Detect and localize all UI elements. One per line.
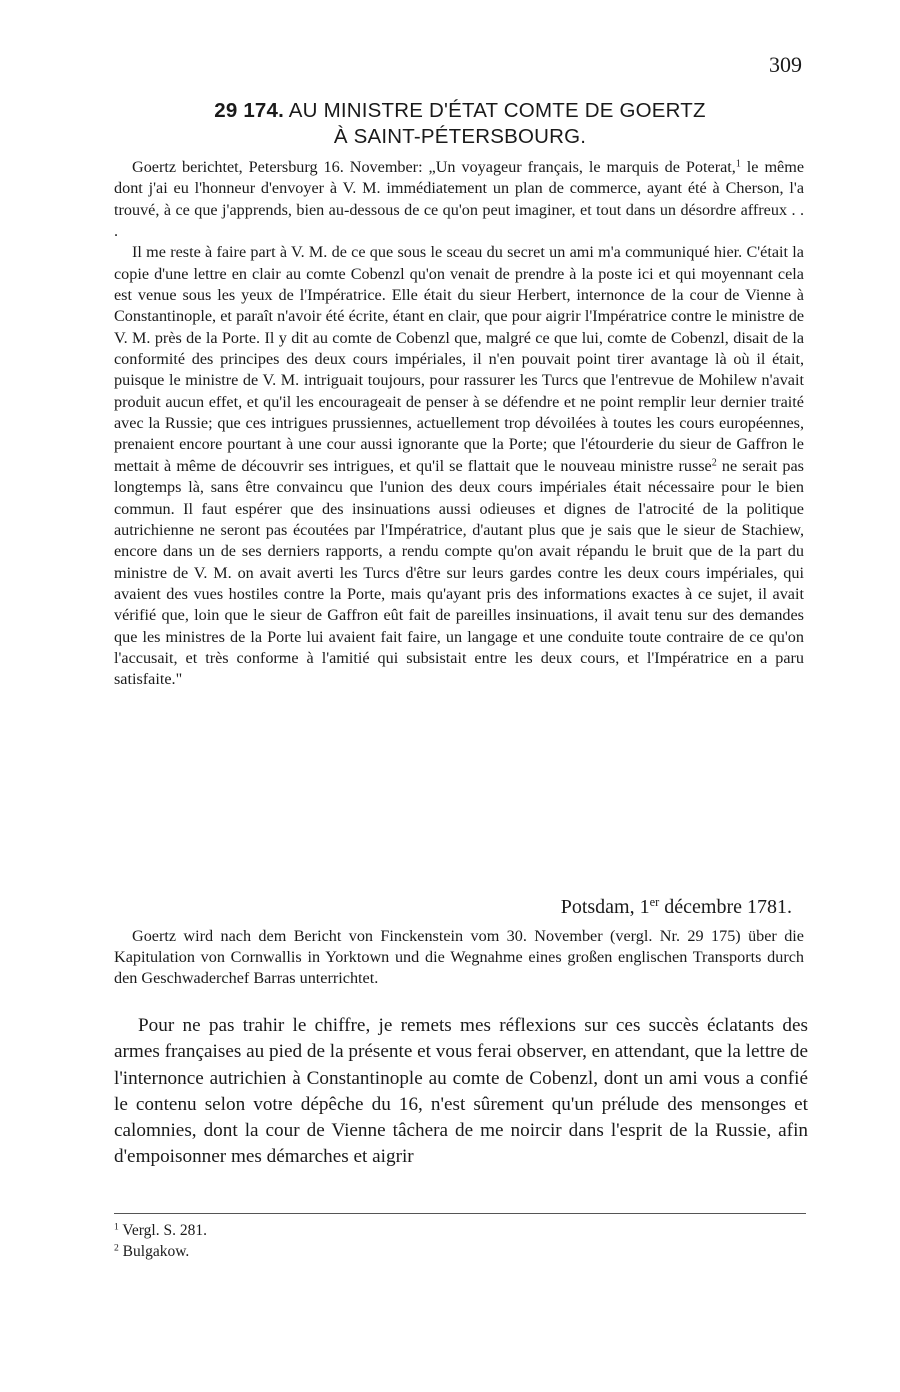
heading-line-1	[115, 98, 805, 124]
report-paragraph-1	[114, 157, 804, 242]
footnote-divider	[114, 1213, 806, 1214]
page-number: 309	[769, 52, 802, 77]
footnote-text: Vergl. S. 281.	[122, 1222, 207, 1239]
editorial-summary: Goertz wird nach dem Bericht von Finckenstein vom 30. November (vergl. Nr. 29 175) über die Kapitulation von Cornwallis in Yorktown und die Wegnahme eines großen englischen Transports durch den Geschwaderchef Barras unterrichtet.	[114, 927, 804, 987]
dateline	[114, 896, 792, 919]
report-summary	[114, 157, 804, 691]
heading-line-2: À SAINT-PÉTERSBOURG.	[333, 125, 587, 148]
report-text-1b: le même dont j'ai eu l'honneur d'envoyer à V. M. immédiatement un plan de commerce, ayant été à Cherson, l'a trouvé, à ce que j'apprends, bien au-dessous de ce qu'on peut imaginer, et tout dans un désordre affreux . . .	[114, 158, 805, 241]
footnote-2	[114, 1241, 514, 1262]
dateline-place: Potsdam, 1	[560, 896, 650, 918]
footnotes	[114, 1220, 514, 1262]
heading-title: AU MINISTRE D'ÉTAT COMTE DE GOERTZ	[288, 99, 706, 122]
footnote-number: 1	[114, 1221, 119, 1233]
footnote-text: Bulgakow.	[122, 1243, 190, 1260]
footnote-number: 2	[114, 1242, 119, 1254]
letter-body: Pour ne pas trahir le chiffre, je remets mes réflexions sur ces succès éclatants des armes françaises au pied de la présente et vous ferai observer, en attendant, que la lettre de l'internonce autrichien à Constantinople au comte de Cobenzl, dont un ami vous a confié le contenu selon votre dépêche du 16, n'est sûrement qu'un prélude des mensonges et calomnies, dont la cour de Vienne tâchera de me noircir dans l'esprit de la Russie, afin d'empoisonner mes démarches et aigrir	[114, 1015, 808, 1168]
document-heading	[115, 98, 805, 150]
report-text-1a: Goertz berichtet, Petersburg 16. November: „Un voyageur français, le marquis de Poterat,	[132, 158, 736, 176]
footnote-ref-2: 2	[711, 457, 717, 469]
report-text-2b: ne serait pas longtemps là, sans être convaincu que l'union des deux cours impériales était nécessaire pour le bien commun. Il faut espérer que des insinuations aussi odieuses et dignes de l'atrocité de la politique autrichienne ne seront pas écoutées par l'Impératrice, d'autant plus que je sais que le sieur de Stachiew, encore dans un de ses derniers rapports, a rendu compte qu'on avait répandu le bruit que de la part du ministre de V. M. on avait averti les Turcs d'être sur leurs gardes contre les deux cours impériales, qui avaient des vues hostiles contre la Porte, mais qu'ayant pris des informations exactes à ce sujet, il avait vérifié que, loin que le sieur de Gaffron eût fait de pareilles insinuations, il avait tenu sur des demandes que les ministres de la Porte lui avaient fait faire, un langage et une conduite toute contraire de ce qu'on l'accusait, et très conforme à l'amitié qui subsistait entre les deux cours, et l'Impératrice en a paru satisfaite."	[114, 456, 804, 689]
report-paragraph-2	[114, 242, 804, 690]
dateline-date: décembre 1781.	[659, 896, 792, 918]
dateline-ordinal: er	[649, 895, 660, 910]
footnote-1	[114, 1220, 514, 1241]
report-text-2a: Il me reste à faire part à V. M. de ce que sous le sceau du secret un ami m'a communiqué hier. C'était la copie d'une lettre en clair au comte Cobenzl qu'on venait de prendre à la poste ici et qui moyennant cela est venue sous les yeux de l'Impératrice. Elle était du sieur Herbert, internonce de la cour de Vienne à Constantinople, et paraît n'avoir été écrite, étant en clair, que pour aigrir l'Impératrice contre le ministre de V. M. près de la Porte. Il y dit au comte de Cobenzl que, malgré ce que lui, comte de Cobenzl, disait de la conformité des principes des deux cours impériales, il n'en pouvait point tirer avantage là où il était, puisque le ministre de V. M. intriguait toujours, pour rassurer les Turcs que l'entrevue de Mohilew n'avait produit aucun effet, et qu'il les encourageait de penser à se défendre et ne point remplir leur dernier traité avec la Russie; que ces intrigues prussiennes, actuellement trop dévoilées à toutes les cours européennes, prenaient encore pourtant à une cour aussi ignorante que la Porte; que l'étourderie du sieur de Gaffron le mettait à même de découvrir ses intrigues, et qu'il se flattait que le nouveau ministre russe	[114, 243, 804, 475]
document-number: 29 174.	[214, 99, 285, 122]
footnote-ref-1: 1	[735, 158, 741, 170]
